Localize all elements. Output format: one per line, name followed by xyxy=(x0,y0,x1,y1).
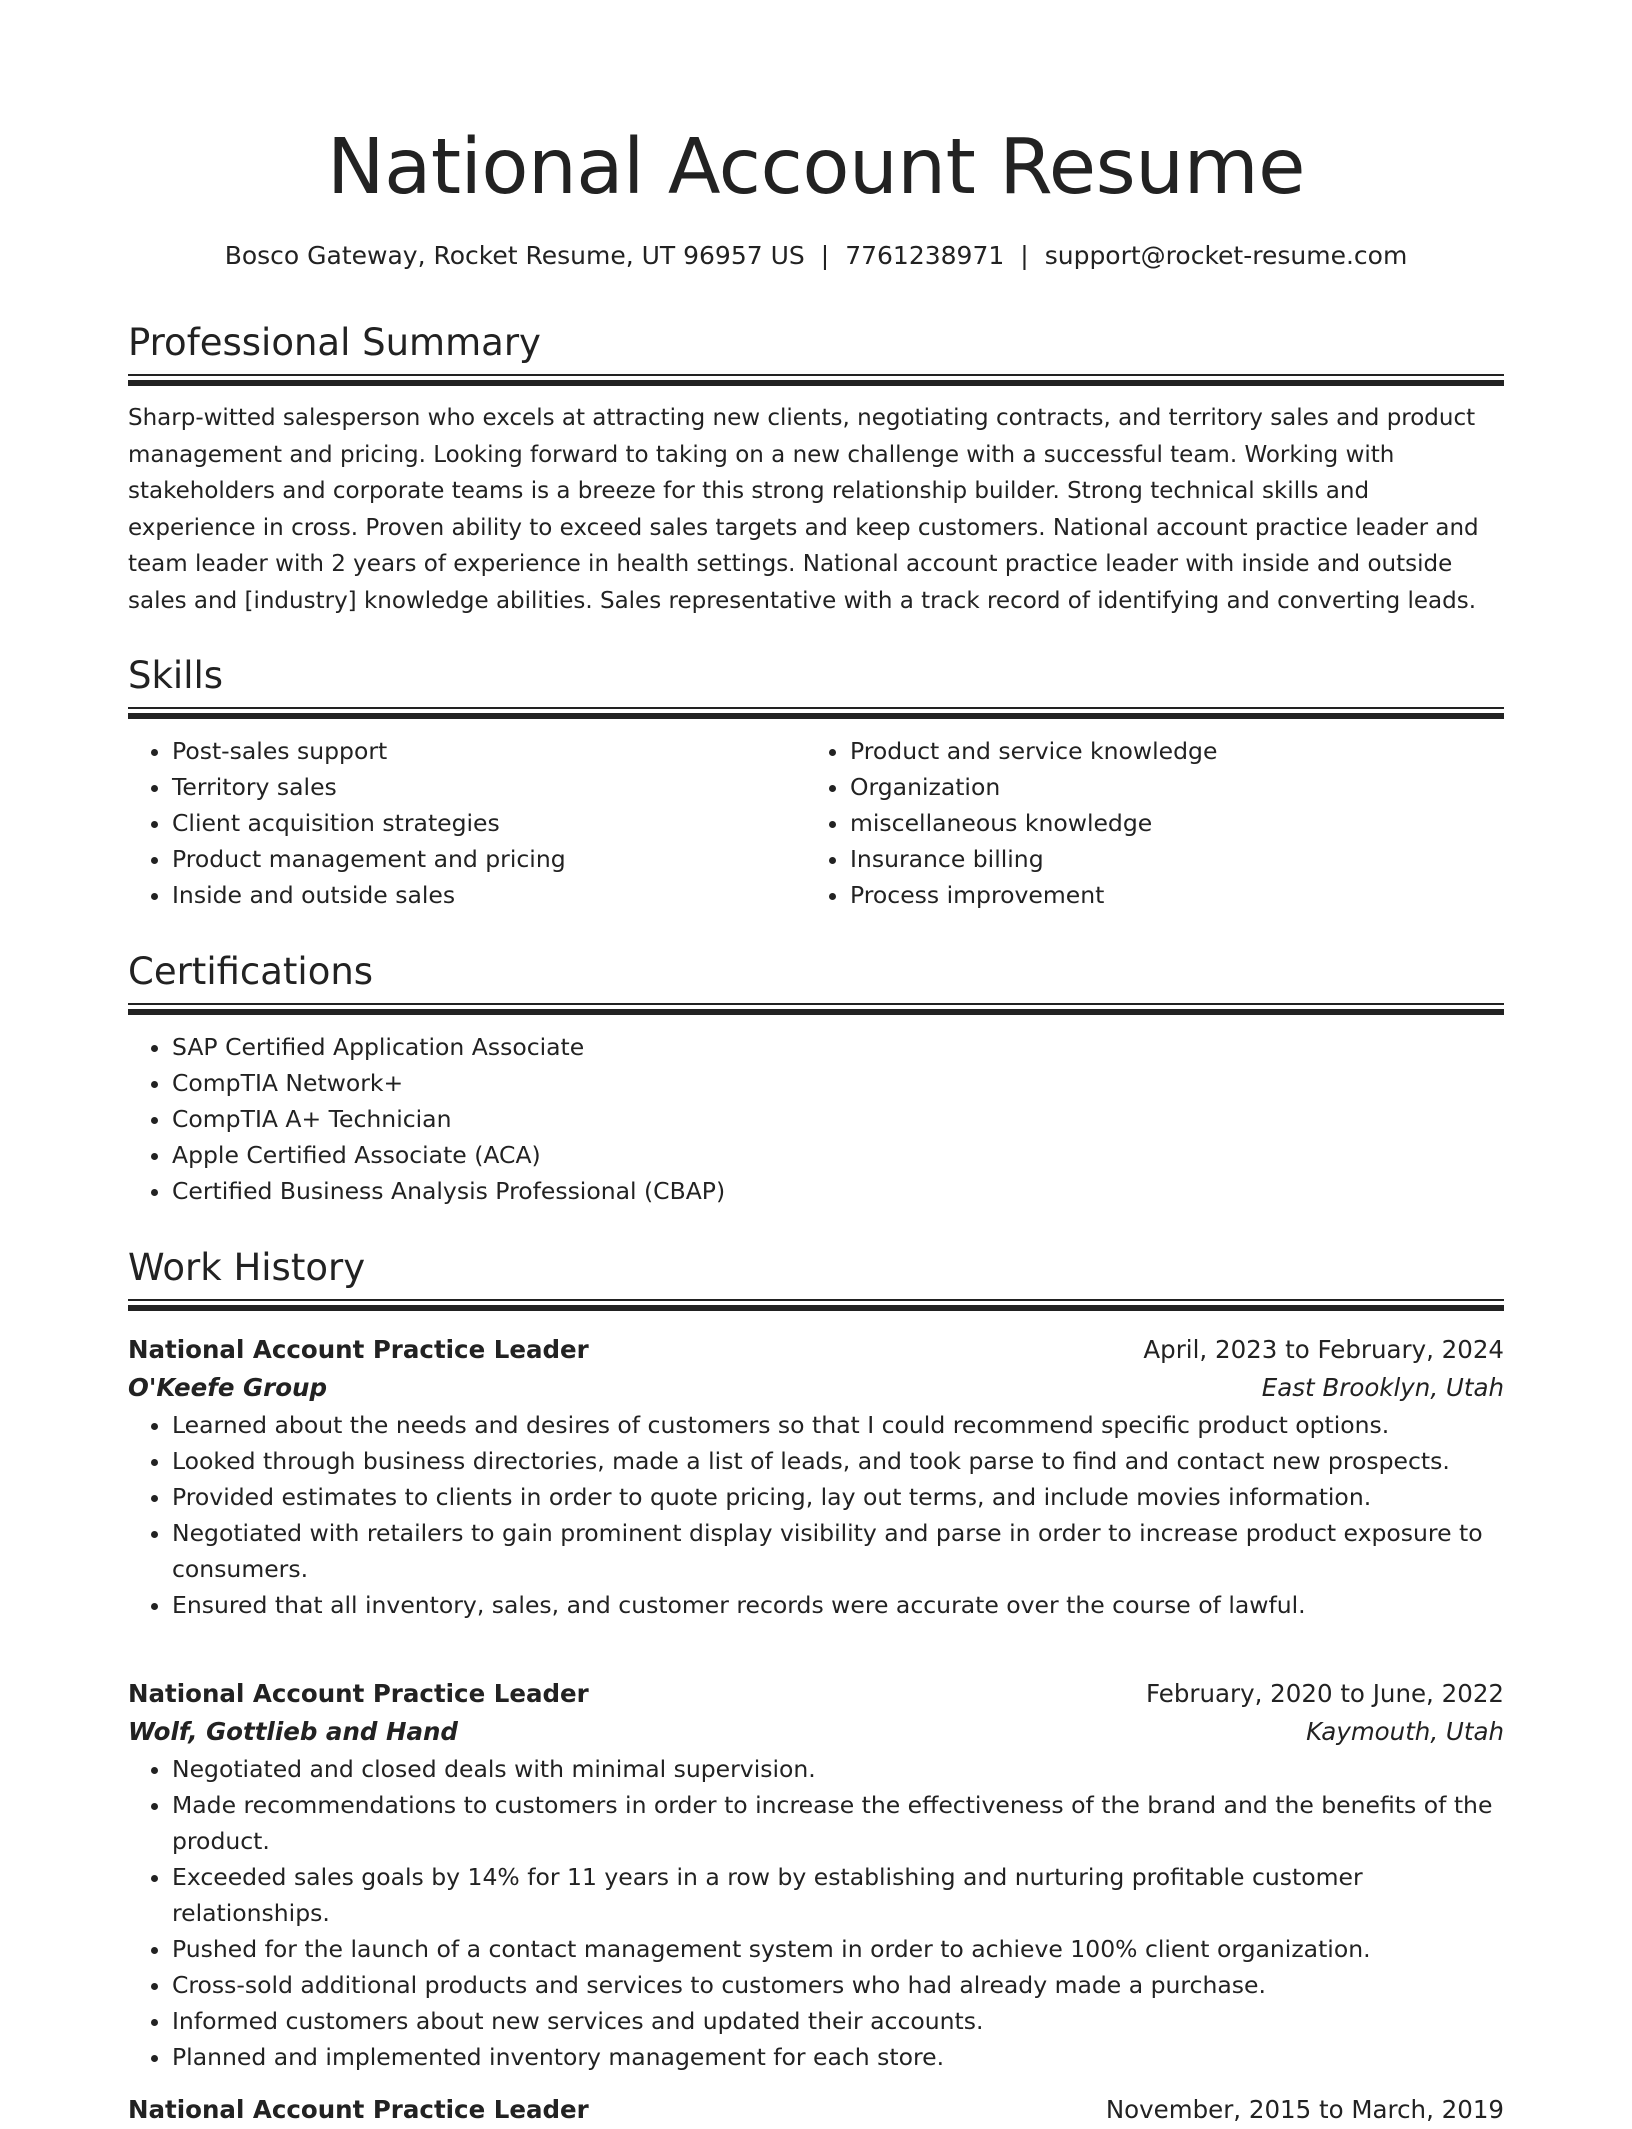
certification-item: • SAP Certified Application Associate xyxy=(172,1029,1504,1065)
skill-item: • Organization xyxy=(850,769,1484,805)
certifications-section xyxy=(128,947,1504,1209)
section-heading: Professional Summary xyxy=(128,321,541,364)
job-title: National Account Practice Leader xyxy=(128,1335,589,1364)
contact-separator: | xyxy=(1020,241,1029,270)
certification-item: • Certified Business Analysis Professional (CBAP) xyxy=(172,1173,1504,1209)
work-history-section xyxy=(128,1243,1504,1311)
job-duty: • Negotiated and closed deals with minimal supervision. xyxy=(172,1751,1504,1787)
summary-section xyxy=(128,318,1504,619)
job-location: Kaymouth, Utah xyxy=(1306,1717,1504,1746)
job-duty: • Cross-sold additional products and services to customers who had already made a purchase. xyxy=(172,1967,1504,2003)
certifications-list xyxy=(128,1029,1504,1209)
skill-item: • Product management and pricing xyxy=(172,841,806,877)
job-duty: • Ensured that all inventory, sales, and customer records were accurate over the course of lawful. xyxy=(172,1587,1504,1623)
skill-item: • Territory sales xyxy=(172,769,806,805)
job-header xyxy=(128,1675,1504,1713)
job-duties-list xyxy=(128,1407,1504,1623)
certification-item: • CompTIA Network+ xyxy=(172,1065,1504,1101)
job-duties-list xyxy=(128,1751,1504,2075)
summary-line: sales and [industry] knowledge abilities. Sales representative with a track record of identifying and converting leads. xyxy=(128,587,1477,614)
job-company: Wolf, Gottlieb and Hand xyxy=(128,1717,458,1746)
job-company: O'Keefe Group xyxy=(128,1373,328,1402)
section-divider xyxy=(128,1299,1504,1311)
contact-address: Bosco Gateway, Rocket Resume, UT 96957 US xyxy=(224,241,805,270)
summary-text xyxy=(128,400,1504,619)
skill-item: • Post-sales support xyxy=(172,733,806,769)
summary-line: team leader with 2 years of experience in health settings. National account practice leader with inside and outside xyxy=(128,551,1453,577)
job-duty: • Informed customers about new services and updated their accounts. xyxy=(172,2003,1504,2039)
section-divider xyxy=(128,374,1504,386)
job-location: East Brooklyn, Utah xyxy=(1261,1373,1504,1402)
job-duty: • Looked through business directories, made a list of leads, and took parse to find and contact new prospects. xyxy=(172,1443,1504,1479)
job-entry xyxy=(128,1675,1504,2075)
skills-section xyxy=(128,651,1504,913)
skill-item: • miscellaneous knowledge xyxy=(850,805,1484,841)
skill-item: • Inside and outside sales xyxy=(172,877,806,913)
skills-list xyxy=(128,733,806,913)
section-divider xyxy=(128,707,1504,719)
job-header xyxy=(128,1331,1504,1369)
skill-item: • Client acquisition strategies xyxy=(172,805,806,841)
summary-line: Sharp-witted salesperson who excels at attracting new clients, negotiating contracts, and territory sales and product xyxy=(128,405,1476,431)
summary-line: management and pricing. Looking forward to taking on a new challenge with a successful team. Working with xyxy=(128,441,1395,468)
skill-item: • Product and service knowledge xyxy=(850,733,1484,769)
section-heading: Certifications xyxy=(128,950,374,993)
section-divider xyxy=(128,1003,1504,1015)
job-header xyxy=(128,2091,1504,2129)
job-dates: November, 2015 to March, 2019 xyxy=(1105,2095,1504,2124)
resume-title: National Account Resume xyxy=(327,123,1305,212)
skill-item: • Insurance billing xyxy=(850,841,1484,877)
section-heading: Skills xyxy=(128,654,224,697)
job-duty: • Pushed for the launch of a contact management system in order to achieve 100% client organization. xyxy=(172,1931,1504,1967)
skills-list xyxy=(806,733,1484,913)
job-title: National Account Practice Leader xyxy=(128,2095,589,2124)
skill-item: • Process improvement xyxy=(850,877,1484,913)
contact-email: support@rocket-resume.com xyxy=(1044,241,1408,270)
certification-item: • CompTIA A+ Technician xyxy=(172,1101,1504,1137)
job-subheader xyxy=(128,1713,1504,1751)
job-duty: • Made recommendations to customers in order to increase the effectiveness of the brand and the benefits of the product. xyxy=(172,1787,1504,1859)
job-dates: February, 2020 to June, 2022 xyxy=(1146,1679,1504,1708)
contact-separator: | xyxy=(820,241,830,270)
job-duty: • Provided estimates to clients in order to quote pricing, lay out terms, and include movies information. xyxy=(172,1479,1504,1515)
job-entry xyxy=(128,2091,1504,2129)
skills-grid xyxy=(128,733,1504,913)
job-entry xyxy=(128,1331,1504,1623)
job-duty: • Planned and implemented inventory management for each store. xyxy=(172,2039,1504,2075)
job-title: National Account Practice Leader xyxy=(128,1679,589,1708)
skills-column-right xyxy=(806,733,1484,913)
job-dates: April, 2023 to February, 2024 xyxy=(1143,1335,1504,1364)
summary-line: stakeholders and corporate teams is a breeze for this strong relationship builder. Strong technical skills and xyxy=(128,478,1370,504)
job-duty: • Negotiated with retailers to gain prominent display visibility and parse in order to increase product exposure to consumers. xyxy=(172,1515,1504,1587)
job-subheader xyxy=(128,1369,1504,1407)
certification-item: • Apple Certified Associate (ACA) xyxy=(172,1137,1504,1173)
summary-line: experience in cross. Proven ability to exceed sales targets and keep customers. National account practice leader and xyxy=(128,514,1479,541)
job-duty: • Learned about the needs and desires of customers so that I could recommend specific product options. xyxy=(172,1407,1504,1443)
contact-phone: 7761238971 xyxy=(845,241,1005,270)
contact-line xyxy=(128,238,1504,274)
skills-column-left xyxy=(128,733,806,913)
job-duty: • Exceeded sales goals by 14% for 11 years in a row by establishing and nurturing profitable customer relationships. xyxy=(172,1859,1504,1931)
section-heading: Work History xyxy=(128,1246,366,1289)
